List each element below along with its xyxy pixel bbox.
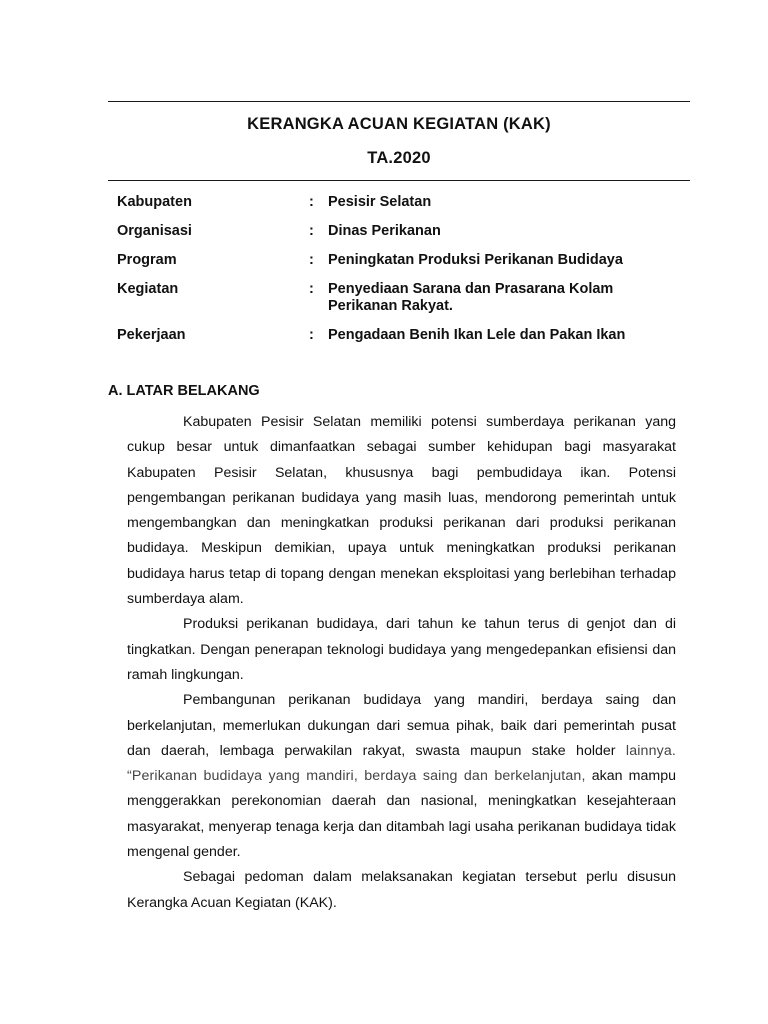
header-bottom-rule bbox=[108, 180, 690, 181]
section-body bbox=[127, 410, 676, 916]
meta-row-pekerjaan bbox=[117, 327, 677, 344]
meta-label: Kegiatan bbox=[117, 281, 179, 297]
meta-separator: : bbox=[309, 252, 314, 268]
paragraph-4: Sebagai pedoman dalam melaksanakan kegiatan tersebut perlu disusun Kerangka Acuan Kegiatan (KAK). bbox=[127, 869, 676, 911]
meta-label: Program bbox=[117, 252, 177, 268]
paragraph-3-end: akan mampu menggerakkan perekonomian daerah dan nasional, meningkatkan kesejahteraan masyarakat, menyerap tenaga kerja dan ditambah lagi usaha perikanan budidaya tidak mengenal gender. bbox=[127, 768, 676, 861]
meta-separator: : bbox=[309, 281, 314, 297]
meta-row-program bbox=[117, 252, 677, 269]
meta-separator: : bbox=[309, 194, 314, 210]
meta-value: Dinas Perikanan bbox=[328, 223, 441, 239]
meta-value: Pengadaan Benih Ikan Lele dan Pakan Ikan bbox=[328, 327, 626, 343]
document-title: KERANGKA ACUAN KEGIATAN (KAK) bbox=[247, 115, 551, 133]
paragraph-3-quote: lainnya. “Perikanan budidaya yang mandiri, berdaya saing dan berkelanjutan, bbox=[127, 742, 676, 785]
meta-separator: : bbox=[309, 327, 314, 343]
section-heading-latar-belakang: A. LATAR BELAKANG bbox=[108, 383, 260, 399]
meta-row-kegiatan bbox=[117, 281, 677, 315]
meta-separator: : bbox=[309, 223, 314, 239]
meta-label: Kabupaten bbox=[117, 194, 192, 210]
paragraph-1: Kabupaten Pesisir Selatan memiliki potensi sumberdaya perikanan yang cukup besar untuk dimanfaatkan sebagai sumber kehidupan bagi masyarakat Kabupaten Pesisir Selatan, khususnya bagi pembudidaya ikan. Potensi pengembangan perikanan budidaya yang masih luas, mendorong pemerintah untuk mengembangkan dan meningkatkan produksi perikanan dari produksi perikanan budidaya. Meskipun demikian, upaya untuk meningkatkan produksi perikanan budidaya harus tetap di topang dengan menekan eksploitasi yang berlebihan terhadap sumberdaya alam. bbox=[127, 414, 676, 608]
meta-value: Penyediaan Sarana dan Prasarana Kolam Perikanan Rakyat. bbox=[328, 281, 614, 314]
header-top-rule bbox=[108, 101, 690, 102]
document-year: TA.2020 bbox=[367, 149, 431, 167]
meta-row-organisasi bbox=[117, 223, 677, 240]
meta-value: Peningkatan Produksi Perikanan Budidaya bbox=[328, 252, 623, 268]
paragraph-2: Produksi perikanan budidaya, dari tahun ke tahun terus di genjot dan di tingkatkan. Dengan penerapan teknologi budidaya yang mengedepankan efisiensi dan ramah lingkungan. bbox=[127, 616, 676, 683]
meta-value: Pesisir Selatan bbox=[328, 194, 432, 210]
meta-label: Pekerjaan bbox=[117, 327, 186, 343]
paragraph-3-start: Pembangunan perikanan budidaya yang mandiri, berdaya saing dan berkelanjutan, memerlukan dukungan dari semua pihak, baik dari pemerintah pusat dan daerah, lembaga perwakilan rakyat, swasta maupun stake holder bbox=[127, 692, 676, 759]
paragraph-3 bbox=[127, 688, 676, 865]
metadata-table bbox=[117, 194, 677, 344]
meta-row-kabupaten bbox=[117, 194, 677, 211]
meta-label: Organisasi bbox=[117, 223, 192, 239]
